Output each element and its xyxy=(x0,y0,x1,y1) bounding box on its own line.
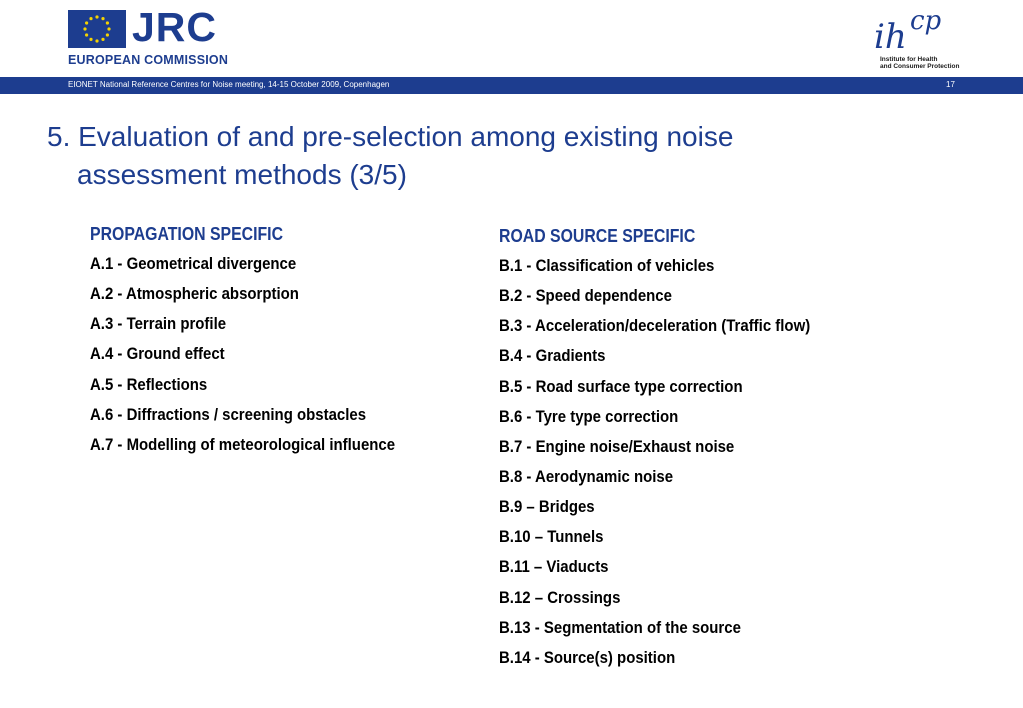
list-item: B.4 - Gradients xyxy=(499,346,606,366)
list-item: B.11 – Viaducts xyxy=(499,557,609,577)
event-label: EIONET National Reference Centres for Noise meeting, 14-15 October 2009, Copenhagen xyxy=(68,80,390,89)
slide-title-line2: assessment methods (3/5) xyxy=(77,159,407,190)
header-bar xyxy=(0,77,1023,94)
list-item: B.13 - Segmentation of the source xyxy=(499,617,741,637)
list-item: A.7 - Modelling of meteorological influence xyxy=(90,434,396,454)
ihcp-subtitle-line2: and Consumer Protection xyxy=(880,63,960,70)
list-item: B.7 - Engine noise/Exhaust noise xyxy=(499,436,735,456)
road-source-heading: ROAD SOURCE SPECIFIC xyxy=(499,226,696,246)
list-item: B.6 - Tyre type correction xyxy=(499,406,679,426)
list-item: B.3 - Acceleration/deceleration (Traffic flow) xyxy=(499,316,811,336)
list-item: B.14 - Source(s) position xyxy=(499,647,676,667)
list-item: A.1 - Geometrical divergence xyxy=(90,254,297,273)
list-item: B.9 – Bridges xyxy=(499,497,595,517)
ihcp-subtitle xyxy=(880,56,959,70)
list-item: B.8 - Aerodynamic noise xyxy=(499,466,674,486)
european-commission-label: EUROPEAN COMMISSION xyxy=(68,53,229,67)
ihcp-subtitle-line1: Institute for Health xyxy=(880,56,938,63)
list-item: B.2 - Speed dependence xyxy=(499,286,672,306)
list-item: B.10 – Tunnels xyxy=(499,527,604,547)
ihcp-mark-cp: cp xyxy=(910,6,942,36)
list-item: A.3 - Terrain profile xyxy=(90,314,227,334)
list-item: A.4 - Ground effect xyxy=(90,344,225,364)
list-item: B.5 - Road surface type correction xyxy=(499,376,743,396)
road-source-list xyxy=(499,226,853,678)
slide-title xyxy=(47,118,967,194)
eu-flag-icon xyxy=(68,10,126,48)
page-number: 17 xyxy=(946,80,955,89)
list-item: A.2 - Atmospheric absorption xyxy=(90,284,299,304)
propagation-heading: PROPAGATION SPECIFIC xyxy=(90,224,284,244)
propagation-list xyxy=(90,224,437,465)
slide-title-line1: 5. Evaluation of and pre-selection among existing noise xyxy=(47,121,734,152)
jrc-wordmark: JRC xyxy=(132,4,218,50)
ihcp-logo xyxy=(872,6,962,76)
jrc-logo xyxy=(68,4,229,72)
ihcp-mark-ih: ih xyxy=(874,17,907,57)
list-item: A.5 - Reflections xyxy=(90,374,208,394)
list-item: A.6 - Diffractions / screening obstacles xyxy=(90,404,367,424)
list-item: B.12 – Crossings xyxy=(499,587,621,607)
list-item: B.1 - Classification of vehicles xyxy=(499,256,715,275)
